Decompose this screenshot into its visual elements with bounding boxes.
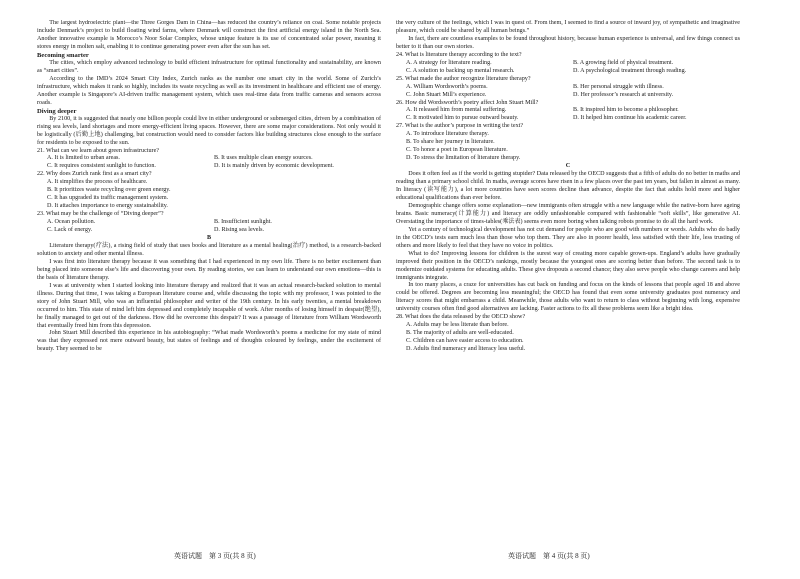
option: A. William Wordsworth’s poems. (406, 83, 488, 90)
section-label-c: C (565, 163, 571, 170)
question-25-options (396, 84, 740, 100)
paragraph: According to the IMD’s 2024 Smart City Index, Zurich ranks as the number one smart city in the world. Some of Zurich’s infrastructure, which makes it rank so highly, includes its waste recycling as well as its investment in healthcare and efficient use of energy. Another example is Singapore’s AI-driven traffic management system, which uses real-time data from traffic cameras and sensors across roads. (37, 75, 381, 106)
paragraph: Does it often feel as if the world is getting stupider? Data released by the OECD suggests that a fifth of adults do no better in maths and reading than a primary school child. In maths, average scores have risen in a few places over the past ten years, but fallen in almost as many. In literacy (读写能力), a lot more countries have seen scores decline than advance, despite the fact that adults hold more and higher educational qualifications than ever before. (396, 171, 740, 201)
option: D. A psychological treatment through reading. (573, 67, 687, 74)
option: D. To stress the limitation of literature therapy. (406, 155, 521, 162)
paragraph: Yet a century of technological development has not cut demand for people who are good with numbers or words. Adults who do badly in the OECD’s tests earn much less than those who top them. They are also in poorer health, less satisfied with their life, less trusting of others and more likely to feel that they have no voice in politics. (396, 226, 740, 249)
question-27-options (396, 131, 740, 163)
paragraph: Literature therapy(疗法), a rising field of study that uses books and literature as a mental healing(治疗) method, is a research-backed solution to anxiety and other mental illness. (37, 242, 381, 257)
option: B. Her personal struggle with illness. (573, 83, 664, 90)
option: B. It prioritizes waste recycling over green energy. (47, 187, 171, 194)
option: C. Lack of energy. (47, 227, 93, 234)
question-22: 22. Why does Zurich rank first as a smart city? (37, 171, 152, 178)
paragraph: Demographic change offers some explanation—new immigrants often struggle with a new language while the native-born have ageing brains. Basic numeracy(计算能力) and literacy are oddly unfashionable compared with fashionable “soft skills”, like generative AI. Overstating the importance of times-tables(乘法表) seems even more boring when talking robots promise to do all the hard work. (396, 202, 740, 225)
section-label-b: B (206, 235, 212, 242)
option: D. Her professor’s research at university. (573, 91, 674, 98)
option: D. Rising sea levels. (214, 227, 265, 234)
question-26-options (396, 107, 740, 123)
option: C. It has upgraded its traffic management system. (47, 195, 169, 202)
question-21-options (37, 155, 381, 171)
option: C. A solution to backing up mental research. (406, 67, 515, 74)
paragraph: The largest hydroelectric plant—the Three Gorges Dam in China—has reduced the country’s reliance on coal. Some notable projects include Denmark’s project to build floating wind farms, where Denmark will construct the first artificial energy island in the North Sea. Another innovative example is Morocco’s Noor Solar Complex, whose unique feature is its use of concentrated solar power, meaning it stores energy in molten salt, enabling it to continue generating power even after the sun has set. (37, 20, 381, 50)
paragraph: The cities, which employ advanced technology to build efficient infrastructure for optimal functionality and sustainability, are known as “smart cities”. (37, 59, 381, 74)
option: D. It helped him continue his academic career. (573, 115, 687, 122)
paragraph: John Stuart Mill described this experience in his autobiography: “What made Wordsworth’s poems a medicine for my state of mind was that they expressed not mere outward beauty, but states of feelings and of thoughts coloured by feelings, under the excitement of beauty. They seemed to be (37, 330, 381, 353)
question-25: 25. What made the author recognize literature therapy? (396, 75, 531, 82)
question-21: 21. What can we learn about green infrastructure? (37, 147, 160, 154)
question-26: 26. How did Wordsworth’s poetry affect John Stuart Mill? (396, 99, 539, 106)
option: C. Children can have easier access to education. (406, 338, 524, 345)
page-footer-right: 英语试题 第 4 页(共 8 页) (508, 552, 590, 560)
option: B. It inspired him to become a philosopher. (573, 107, 679, 114)
paragraph: I was at university when I started looking into literature therapy and realized that it was an actual research-backed solution to mental illness. During that time, I was taking a European literature course and, while discussing the topic with my professor, I was pointed to the story of John Stuart Mill, who was an influential philosopher and writer of the 19th century. In his early twenties, a mental breakdown occurred to him. This state of mind left him depressed and completely incapable of work. After months of losing himself in despair(绝望), he finally managed to get out of the darkness. How did he overcome this despair? It was a passage of literature from William Wordsworth that eventually freed him from this depression. (37, 282, 381, 329)
question-28: 28. What does the data released by the OECD show? (396, 314, 526, 321)
option: D. Adults find numeracy and literacy less useful. (406, 346, 526, 353)
question-23: 23. What may be the challenge of “Diving deeper”? (37, 211, 164, 218)
question-27: 27. What is the author’s purpose in writing the text? (396, 123, 524, 130)
paragraph: By 2100, it is suggested that nearly one billion people could live in either underground or submerged cities, driven by a combination of rising sea levels, land shortages and more energy-efficient living spaces. However, there are some major considerations. Not only would it be logistically (后勤上地) challenging, but construction would need to consider factors like building structures close enough to the surface for residents to be exposed to the sun. (37, 115, 381, 146)
paragraph: What to do? Improving lessons for children is the surest way of creating more capable grown-ups. England’s adults have gradually improved their position in the OECD’s rankings, mostly because the youngest ones are scoring better than before. The second task is to modernize outdated systems for educating adults. These give dropouts a second chance; they also serve people who change careers and help immigrants integrate. (396, 250, 740, 281)
option: B. The majority of adults are well-educated. (406, 330, 514, 337)
option: A. Adults may be less literate than before. (406, 322, 509, 329)
option: D. It attaches importance to energy sustainability. (47, 203, 168, 210)
paragraph: In too many places, a craze for universities has cut back on funding and focus on the kinds of lessons that people aged 18 and above could be offered. Degrees are becoming less meaningful; the OECD has found that even some university graduates post numeracy and literacy scores that might embarrass a child. Meanwhile, those adults who want to return to class without beginning with long, expensive university courses often find good alternatives are lacking. Faster actions to fix all these problems seem like a bright idea. (396, 282, 740, 313)
option: B. A growing field of physical treatment. (573, 59, 674, 66)
left-page-column (37, 20, 381, 548)
paragraph: In fact, there are countless examples to be found throughout history, because human experience is universal, and few things connect us better to it than our own stories. (396, 35, 740, 50)
question-23-options (37, 219, 381, 235)
option: A. Ocean pollution. (47, 219, 96, 226)
option: A. It is limited to urban areas. (47, 155, 120, 162)
page-footer-left: 英语试题 第 3 页(共 8 页) (174, 552, 256, 560)
option: B. To share her journey in literature. (406, 139, 495, 146)
question-24: 24. What is literature therapy according to the text? (396, 51, 522, 58)
option: D. It is mainly driven by economic development. (214, 163, 334, 170)
section-heading-becoming-smarter: Becoming smarter (37, 51, 89, 59)
option: B. Insufficient sunlight. (214, 219, 272, 226)
question-28-options (396, 322, 740, 354)
question-24-options (396, 60, 740, 76)
option: A. It released him from mental suffering. (406, 107, 507, 114)
option: B. It uses multiple clean energy sources. (214, 155, 313, 162)
option: C. To honor a poet in European literature. (406, 147, 508, 154)
option: A. To introduce literature therapy. (406, 131, 489, 138)
option: C. John Stuart Mill’s experience. (406, 91, 487, 98)
option: A. A strategy for literature reading. (406, 59, 492, 66)
paragraph: I was first into literature therapy because it was something that I had experienced in my own life. There is no better excitement than being placed into someone else’s life and discovering your own. By reading stories, we can learn to understand our own emotions—this is the basis of literature therapy. (37, 258, 381, 281)
paragraph: the very culture of the feelings, which I was in quest of. From them, I seemed to find a source of inward joy, of sympathetic and imaginative pleasure, which could be shared by all human beings.” (396, 20, 740, 34)
option: C. It motivated him to pursue outward beauty. (406, 115, 519, 122)
option: C. It requires consistent sunlight to function. (47, 163, 156, 170)
option: A. It simplifies the process of healthcare. (47, 179, 148, 186)
section-heading-diving-deeper: Diving deeper (37, 107, 77, 115)
question-22-options (37, 179, 381, 211)
right-page-column (396, 20, 740, 548)
